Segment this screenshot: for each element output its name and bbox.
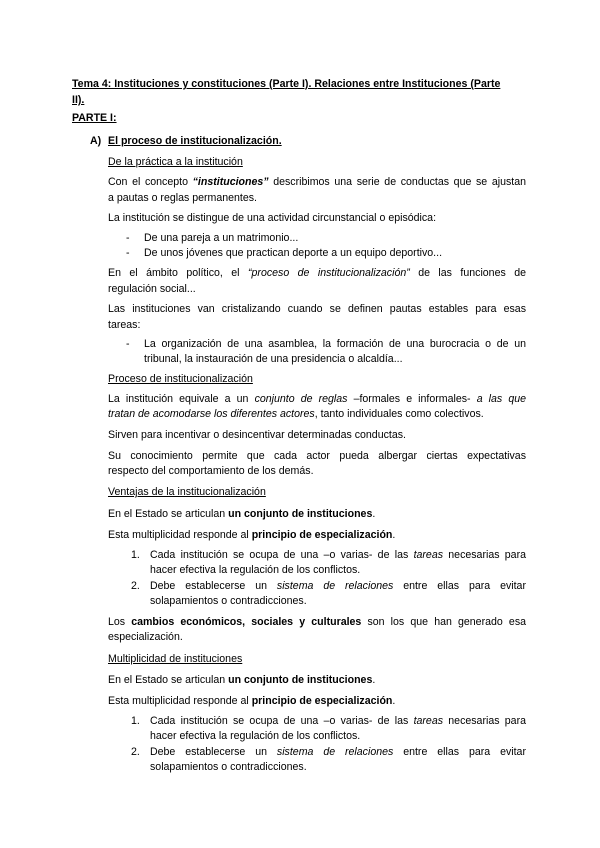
item1-italic: tareas <box>413 549 444 561</box>
p9-bold: principio de especialización <box>251 529 393 541</box>
paragraph-equivale-line2 <box>108 407 484 423</box>
paragraph-conocimiento-line1: Su conocimiento permite que cada actor pueda albergar ciertas expectativas <box>108 450 526 462</box>
item2-pre: Debe establecerse un <box>150 746 277 758</box>
p8-post: . <box>372 508 376 520</box>
p9-post: . <box>392 529 396 541</box>
item2-pre: Debe establecerse un <box>150 580 277 592</box>
list-number-1: 1. <box>131 715 140 727</box>
p9-pre: Esta multiplicidad responde al <box>108 529 252 541</box>
list-item-1-line2: hacer efectiva la regulación de los conflictos. <box>150 564 361 576</box>
item1-pre: Cada institución se ocupa de una –o varias- de las <box>150 549 414 561</box>
item2-italic: sistema de relaciones <box>276 580 394 592</box>
p5-line2-italic: tratan de acomodarse los diferentes actores <box>108 408 315 420</box>
paragraph-conocimiento-line2: respecto del comportamiento de los demás. <box>108 465 314 477</box>
item1-italic: tareas <box>413 715 444 727</box>
p3-pre: En el ámbito político, el <box>108 267 248 279</box>
list-number-1: 1. <box>131 549 140 561</box>
section-a-marker: A) <box>90 135 102 147</box>
p9-bold: principio de especialización <box>251 695 393 707</box>
bullet-item-1: De una pareja a un matrimonio... <box>144 232 299 244</box>
paragraph-cristalizando-line2: tareas: <box>108 319 141 331</box>
p8-pre: En el Estado se articulan <box>108 674 229 686</box>
document-title-line1: Tema 4: Instituciones y constituciones (Parte I). Relaciones entre Instituciones (Parte <box>72 78 501 90</box>
bullet-dash: - <box>126 232 130 244</box>
item1-pre: Cada institución se ocupa de una –o varias- de las <box>150 715 414 727</box>
subsection-title-proceso: Proceso de institucionalización <box>108 373 253 385</box>
p1-post: describimos una serie de conductas que se ajustan <box>268 176 526 188</box>
item2-post: entre ellas para evitar <box>393 746 526 758</box>
list-number-2: 2. <box>131 746 140 758</box>
section-a-title: El proceso de institucionalización. <box>108 135 282 147</box>
bullet-dash: - <box>126 338 130 350</box>
paragraph-estado-repeat <box>108 673 375 689</box>
p10-post: son los que han generado esa <box>361 616 527 628</box>
paragraph-cambios-line1 <box>108 615 526 631</box>
list-item-2-line2-repeat: solapamientos o contradicciones. <box>150 761 307 773</box>
bullet-dash: - <box>126 247 130 259</box>
part-heading: PARTE I: <box>72 112 117 124</box>
list-item-2-line1-repeat <box>150 745 526 761</box>
p9-post: . <box>392 695 396 707</box>
paragraph-cambios-line2: especialización. <box>108 631 183 643</box>
item2-post: entre ellas para evitar <box>393 580 526 592</box>
p8-bold: un conjunto de instituciones <box>228 674 373 686</box>
bullet-asamblea-line2: tribunal, la instauración de una presidencia o alcaldía... <box>144 353 403 365</box>
p1-pre: Con el concepto <box>108 176 193 188</box>
item1-post: necesarias para <box>443 715 526 727</box>
subsection-title-practica: De la práctica a la institución <box>108 156 243 168</box>
p3-post: de las funciones de <box>409 267 526 279</box>
paragraph-ambito-line2: regulación social... <box>108 283 196 295</box>
p5-pre: La institución equivale a un <box>108 393 255 405</box>
list-item-2-line1 <box>150 579 526 595</box>
paragraph-ambito-line1 <box>108 266 526 282</box>
paragraph-equivale-line1 <box>108 392 526 408</box>
list-item-1-line2-repeat: hacer efectiva la regulación de los conflictos. <box>150 730 361 742</box>
bullet-item-2: De unos jóvenes que practican deporte a un equipo deportivo... <box>144 247 443 259</box>
p5-line2-post: , tanto individuales como colectivos. <box>314 408 484 420</box>
paragraph-instituciones-line1 <box>108 175 526 191</box>
bullet-asamblea-line1: La organización de una asamblea, la formación de una burocracia o de un <box>144 338 526 350</box>
p10-pre: Los <box>108 616 132 628</box>
paragraph-distingue: La institución se distingue de una actividad circunstancial o episódica: <box>108 212 437 224</box>
list-number-2: 2. <box>131 580 140 592</box>
paragraph-cristalizando-line1: Las instituciones van cristalizando cuando se definen pautas estables para esas <box>108 303 526 315</box>
p8-pre: En el Estado se articulan <box>108 508 229 520</box>
item2-italic: sistema de relaciones <box>276 746 394 758</box>
list-item-1-line1 <box>150 548 526 564</box>
p5-mid: –formales e informales- <box>347 393 477 405</box>
paragraph-incentivar: Sirven para incentivar o desincentivar determinadas conductas. <box>108 429 406 441</box>
item1-post: necesarias para <box>443 549 526 561</box>
list-item-2-line2: solapamientos o contradicciones. <box>150 595 307 607</box>
subsection-title-multiplicidad: Multiplicidad de instituciones <box>108 653 243 665</box>
p5-italic2: a las que <box>476 393 527 405</box>
paragraph-estado <box>108 507 375 523</box>
p3-italic: “proceso de institucionalización” <box>248 267 410 279</box>
list-item-1-line1-repeat <box>150 714 526 730</box>
p8-bold: un conjunto de instituciones <box>228 508 373 520</box>
subsection-title-ventajas: Ventajas de la institucionalización <box>108 486 266 498</box>
p9-pre: Esta multiplicidad responde al <box>108 695 252 707</box>
paragraph-instituciones-line2: a pautas o reglas permanentes. <box>108 192 257 204</box>
paragraph-multiplicidad-repeat <box>108 694 395 710</box>
document-title-line2: II). <box>72 94 85 106</box>
paragraph-multiplicidad <box>108 528 395 544</box>
p8-post: . <box>372 674 376 686</box>
p10-bold: cambios económicos, sociales y culturales <box>131 616 362 628</box>
p5-italic1: conjunto de reglas <box>254 393 348 405</box>
p1-quote: “instituciones” <box>192 176 269 188</box>
